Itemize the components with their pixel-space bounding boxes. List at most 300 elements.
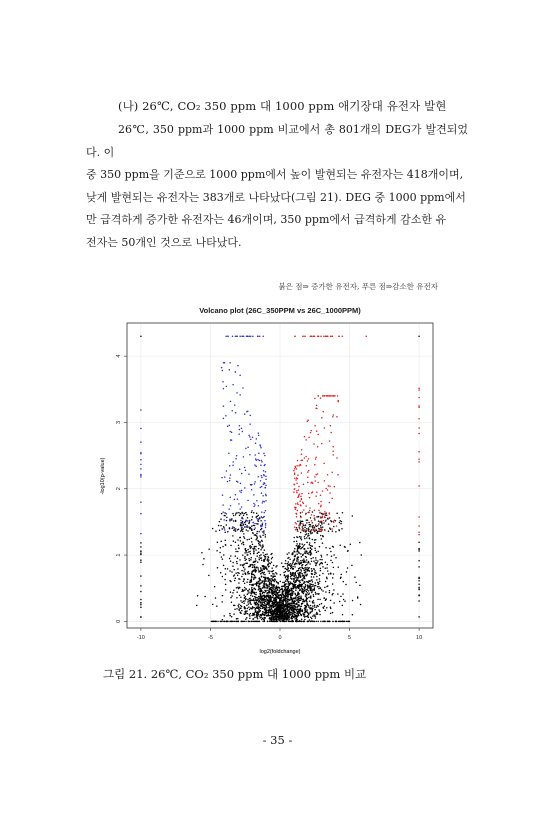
point-not-significant — [236, 591, 238, 593]
point-not-significant — [285, 592, 287, 594]
point-not-significant — [310, 607, 312, 609]
point-upregulated — [313, 530, 315, 532]
point-not-significant — [248, 539, 250, 541]
point-downregulated — [258, 505, 260, 507]
point-not-significant — [296, 595, 298, 597]
point-downregulated — [262, 495, 264, 497]
point-not-significant — [320, 535, 322, 537]
point-upregulated — [316, 430, 318, 432]
point-not-significant — [240, 530, 242, 532]
point-not-significant — [311, 568, 313, 570]
point-not-significant — [265, 597, 267, 599]
point-upregulated — [308, 470, 310, 472]
point-not-significant — [264, 614, 266, 616]
point-not-significant — [298, 593, 300, 595]
point-not-significant — [239, 587, 241, 589]
point-not-significant — [313, 614, 315, 616]
point-downregulated — [243, 456, 245, 458]
point-not-significant — [339, 601, 341, 603]
point-not-significant — [225, 589, 227, 591]
point-not-significant — [250, 603, 252, 605]
point-not-significant — [235, 548, 237, 550]
point-not-significant — [285, 605, 287, 607]
point-not-significant — [296, 563, 298, 565]
point-not-significant — [253, 607, 255, 609]
point-not-significant — [219, 530, 221, 532]
point-not-significant — [251, 529, 253, 531]
point-not-significant — [277, 594, 279, 596]
point-not-significant — [243, 536, 245, 538]
point-not-significant — [321, 589, 323, 591]
point-upregulated — [294, 336, 296, 338]
point-upregulated — [315, 458, 317, 460]
point-not-significant — [339, 530, 341, 532]
point-not-significant — [301, 573, 303, 575]
point-not-significant — [238, 548, 240, 550]
point-not-significant — [281, 604, 283, 606]
point-not-significant — [233, 520, 235, 522]
point-not-significant — [330, 520, 332, 522]
point-not-significant — [315, 550, 317, 552]
point-not-significant — [277, 612, 279, 614]
point-upregulated — [418, 516, 420, 518]
point-not-significant — [250, 559, 252, 561]
point-not-significant — [304, 570, 306, 572]
point-not-significant — [307, 587, 309, 589]
point-not-significant — [310, 533, 312, 535]
point-not-significant — [252, 516, 254, 518]
point-not-significant — [307, 592, 309, 594]
point-not-significant — [281, 596, 283, 598]
point-not-significant — [235, 577, 237, 579]
point-downregulated — [140, 513, 142, 515]
point-not-significant — [140, 542, 142, 544]
point-not-significant — [318, 609, 320, 611]
point-not-significant — [266, 568, 268, 570]
point-not-significant — [295, 572, 297, 574]
point-not-significant — [235, 520, 237, 522]
point-not-significant — [331, 556, 333, 558]
point-downregulated — [241, 428, 243, 430]
point-not-significant — [329, 621, 331, 623]
point-downregulated — [223, 519, 225, 521]
point-not-significant — [324, 610, 326, 612]
point-upregulated — [295, 508, 297, 510]
point-upregulated — [301, 472, 303, 474]
point-not-significant — [310, 605, 312, 607]
point-not-significant — [307, 612, 309, 614]
point-not-significant — [243, 533, 245, 535]
point-not-significant — [328, 523, 330, 525]
point-not-significant — [304, 572, 306, 574]
point-not-significant — [255, 535, 257, 537]
point-not-significant — [259, 600, 261, 602]
point-upregulated — [334, 395, 336, 397]
point-not-significant — [232, 565, 234, 567]
point-upregulated — [320, 516, 322, 518]
point-not-significant — [284, 616, 286, 618]
point-not-significant — [305, 569, 307, 571]
point-not-significant — [265, 566, 267, 568]
point-not-significant — [296, 579, 298, 581]
point-upregulated — [418, 525, 420, 527]
point-not-significant — [330, 551, 332, 553]
point-upregulated — [312, 482, 314, 484]
point-not-significant — [297, 611, 299, 613]
point-not-significant — [264, 617, 266, 619]
y-tick-label: 0 — [116, 619, 122, 623]
point-downregulated — [235, 494, 237, 496]
point-upregulated — [418, 534, 420, 536]
point-not-significant — [256, 581, 258, 583]
point-not-significant — [312, 532, 314, 534]
point-upregulated — [314, 509, 316, 511]
point-downregulated — [241, 523, 243, 525]
point-not-significant — [241, 543, 243, 545]
point-not-significant — [276, 607, 278, 609]
point-not-significant — [320, 570, 322, 572]
point-not-significant — [272, 593, 274, 595]
point-not-significant — [292, 617, 294, 619]
point-upregulated — [322, 490, 324, 492]
point-upregulated — [320, 397, 322, 399]
point-upregulated — [320, 336, 322, 338]
point-downregulated — [227, 426, 229, 428]
point-not-significant — [275, 586, 277, 588]
point-not-significant — [261, 576, 263, 578]
point-not-significant — [320, 568, 322, 570]
point-downregulated — [140, 452, 142, 454]
point-not-significant — [284, 586, 286, 588]
point-upregulated — [301, 499, 303, 501]
point-downregulated — [242, 518, 244, 520]
point-not-significant — [269, 572, 271, 574]
point-not-significant — [288, 576, 290, 578]
point-not-significant — [285, 621, 287, 623]
point-not-significant — [297, 559, 299, 561]
point-downregulated — [244, 487, 246, 489]
point-not-significant — [267, 595, 269, 597]
point-not-significant — [418, 594, 420, 596]
point-upregulated — [311, 520, 313, 522]
point-upregulated — [331, 528, 333, 530]
point-not-significant — [319, 599, 321, 601]
point-not-significant — [288, 568, 290, 570]
point-not-significant — [262, 618, 264, 620]
point-not-significant — [314, 606, 316, 608]
point-upregulated — [418, 389, 420, 391]
point-not-significant — [255, 598, 256, 600]
point-not-significant — [246, 529, 248, 531]
point-downregulated — [256, 500, 258, 502]
point-not-significant — [261, 547, 263, 549]
point-not-significant — [253, 579, 255, 581]
point-not-significant — [260, 520, 262, 522]
point-not-significant — [295, 590, 297, 592]
point-not-significant — [247, 613, 249, 615]
point-not-significant — [342, 593, 344, 595]
point-downregulated — [224, 362, 226, 364]
point-not-significant — [253, 551, 255, 553]
point-not-significant — [273, 618, 275, 620]
point-downregulated — [254, 504, 256, 506]
point-not-significant — [275, 587, 277, 589]
point-not-significant — [237, 551, 239, 553]
point-not-significant — [251, 557, 253, 559]
point-not-significant — [299, 536, 301, 538]
point-not-significant — [140, 546, 142, 548]
point-not-significant — [319, 604, 321, 606]
point-not-significant — [418, 542, 420, 544]
point-not-significant — [312, 605, 314, 607]
point-not-significant — [314, 570, 316, 572]
point-not-significant — [274, 611, 276, 613]
point-not-significant — [248, 603, 250, 605]
point-not-significant — [249, 618, 251, 620]
point-downregulated — [229, 477, 231, 479]
point-downregulated — [265, 478, 267, 480]
point-not-significant — [313, 594, 315, 596]
point-not-significant — [259, 555, 261, 557]
point-upregulated — [297, 504, 299, 506]
point-not-significant — [279, 618, 281, 620]
point-not-significant — [289, 599, 291, 601]
point-not-significant — [299, 582, 301, 584]
point-not-significant — [305, 561, 307, 563]
point-downregulated — [256, 518, 258, 520]
point-not-significant — [347, 621, 349, 623]
point-not-significant — [292, 603, 294, 605]
point-not-significant — [261, 559, 263, 561]
point-not-significant — [265, 612, 267, 614]
point-not-significant — [304, 538, 306, 540]
point-not-significant — [276, 600, 278, 602]
point-upregulated — [418, 458, 420, 460]
point-not-significant — [268, 615, 270, 617]
point-upregulated — [296, 516, 298, 518]
point-not-significant — [273, 587, 275, 589]
point-not-significant — [315, 572, 317, 574]
point-not-significant — [245, 621, 247, 623]
point-not-significant — [301, 547, 303, 549]
point-not-significant — [251, 576, 253, 578]
point-downregulated — [229, 369, 231, 371]
point-not-significant — [291, 616, 293, 618]
point-upregulated — [336, 416, 338, 418]
point-not-significant — [296, 559, 298, 561]
point-not-significant — [300, 538, 302, 540]
point-upregulated — [295, 513, 297, 515]
point-not-significant — [272, 601, 274, 603]
point-not-significant — [304, 619, 306, 621]
point-not-significant — [304, 561, 306, 563]
point-upregulated — [310, 432, 312, 434]
point-not-significant — [249, 609, 251, 611]
point-not-significant — [297, 597, 299, 599]
point-upregulated — [308, 419, 310, 421]
point-not-significant — [233, 515, 235, 517]
point-downregulated — [221, 367, 223, 369]
point-not-significant — [268, 613, 270, 615]
point-not-significant — [309, 600, 311, 602]
point-not-significant — [306, 528, 308, 530]
point-not-significant — [271, 586, 273, 588]
point-not-significant — [320, 587, 322, 589]
point-not-significant — [263, 599, 265, 601]
point-upregulated — [328, 485, 330, 487]
point-not-significant — [271, 583, 273, 585]
point-not-significant — [267, 577, 269, 579]
point-not-significant — [271, 597, 273, 599]
point-downregulated — [256, 438, 258, 440]
point-not-significant — [344, 600, 346, 602]
point-not-significant — [237, 572, 239, 574]
point-not-significant — [237, 574, 239, 576]
point-upregulated — [304, 457, 306, 459]
point-upregulated — [303, 509, 305, 511]
point-not-significant — [251, 546, 253, 548]
point-not-significant — [297, 586, 299, 588]
point-not-significant — [258, 571, 260, 573]
point-upregulated — [332, 446, 334, 448]
point-not-significant — [273, 600, 275, 602]
point-downregulated — [241, 490, 243, 492]
point-not-significant — [235, 551, 237, 553]
page-number: - 35 - — [262, 733, 293, 747]
point-not-significant — [262, 606, 264, 608]
point-not-significant — [325, 547, 327, 549]
point-downregulated — [261, 475, 263, 477]
point-not-significant — [308, 617, 310, 619]
point-not-significant — [328, 573, 330, 575]
point-not-significant — [255, 592, 257, 594]
point-upregulated — [298, 465, 300, 467]
point-not-significant — [225, 539, 227, 541]
point-not-significant — [239, 607, 241, 609]
point-upregulated — [320, 501, 322, 503]
point-not-significant — [217, 567, 219, 569]
point-not-significant — [355, 582, 357, 584]
point-not-significant — [312, 557, 314, 559]
point-not-significant — [301, 619, 303, 621]
point-not-significant — [232, 528, 234, 530]
point-downregulated — [248, 434, 250, 436]
point-not-significant — [319, 546, 321, 548]
point-not-significant — [305, 607, 307, 609]
point-not-significant — [311, 549, 313, 551]
point-downregulated — [140, 476, 142, 478]
point-not-significant — [287, 592, 289, 594]
point-not-significant — [309, 580, 311, 582]
point-not-significant — [298, 526, 300, 528]
point-not-significant — [254, 621, 256, 623]
point-not-significant — [264, 602, 266, 604]
point-not-significant — [315, 524, 317, 526]
point-not-significant — [271, 611, 273, 613]
point-not-significant — [302, 578, 304, 580]
point-not-significant — [317, 599, 319, 601]
point-not-significant — [253, 512, 255, 514]
point-not-significant — [305, 595, 307, 597]
point-not-significant — [315, 559, 317, 561]
point-not-significant — [271, 575, 273, 577]
point-downregulated — [231, 439, 233, 441]
point-not-significant — [310, 558, 312, 560]
point-not-significant — [269, 619, 271, 621]
point-not-significant — [329, 548, 331, 550]
point-not-significant — [257, 553, 259, 555]
point-downregulated — [234, 404, 236, 406]
point-not-significant — [290, 604, 292, 606]
point-upregulated — [298, 486, 300, 488]
point-not-significant — [296, 610, 298, 612]
point-not-significant — [275, 621, 277, 623]
point-not-significant — [267, 558, 269, 560]
point-upregulated — [296, 492, 298, 494]
point-not-significant — [318, 530, 320, 532]
point-not-significant — [260, 615, 262, 617]
point-downregulated — [236, 392, 238, 394]
point-not-significant — [311, 618, 313, 620]
point-not-significant — [264, 590, 266, 592]
point-not-significant — [311, 571, 313, 573]
point-upregulated — [322, 395, 324, 397]
point-downregulated — [227, 531, 229, 533]
point-not-significant — [314, 588, 316, 590]
point-upregulated — [327, 489, 329, 491]
point-not-significant — [290, 595, 292, 597]
point-downregulated — [230, 519, 232, 521]
point-not-significant — [341, 621, 343, 623]
point-not-significant — [312, 601, 314, 603]
point-upregulated — [418, 461, 420, 463]
point-not-significant — [273, 613, 275, 615]
point-downregulated — [239, 429, 241, 431]
point-not-significant — [285, 619, 287, 621]
point-not-significant — [333, 589, 335, 591]
point-not-significant — [316, 576, 318, 578]
point-not-significant — [339, 621, 341, 623]
point-not-significant — [255, 608, 257, 610]
point-not-significant — [292, 568, 294, 570]
point-not-significant — [293, 609, 295, 611]
point-not-significant — [197, 595, 199, 597]
point-not-significant — [264, 585, 266, 587]
point-not-significant — [264, 567, 266, 569]
point-not-significant — [287, 579, 289, 581]
point-not-significant — [304, 587, 306, 589]
point-upregulated — [316, 405, 318, 407]
point-not-significant — [229, 613, 231, 615]
point-not-significant — [292, 562, 294, 564]
point-upregulated — [312, 491, 314, 493]
point-not-significant — [294, 616, 296, 618]
point-not-significant — [257, 597, 259, 599]
point-downregulated — [239, 394, 241, 396]
point-not-significant — [338, 621, 340, 623]
point-not-significant — [307, 584, 309, 586]
point-upregulated — [294, 468, 296, 470]
point-not-significant — [418, 566, 420, 568]
point-not-significant — [249, 588, 251, 590]
point-not-significant — [260, 605, 262, 607]
point-not-significant — [262, 593, 264, 595]
point-not-significant — [290, 581, 292, 583]
point-downregulated — [264, 487, 266, 489]
point-not-significant — [244, 526, 246, 528]
point-not-significant — [217, 542, 219, 544]
point-downregulated — [261, 477, 263, 479]
